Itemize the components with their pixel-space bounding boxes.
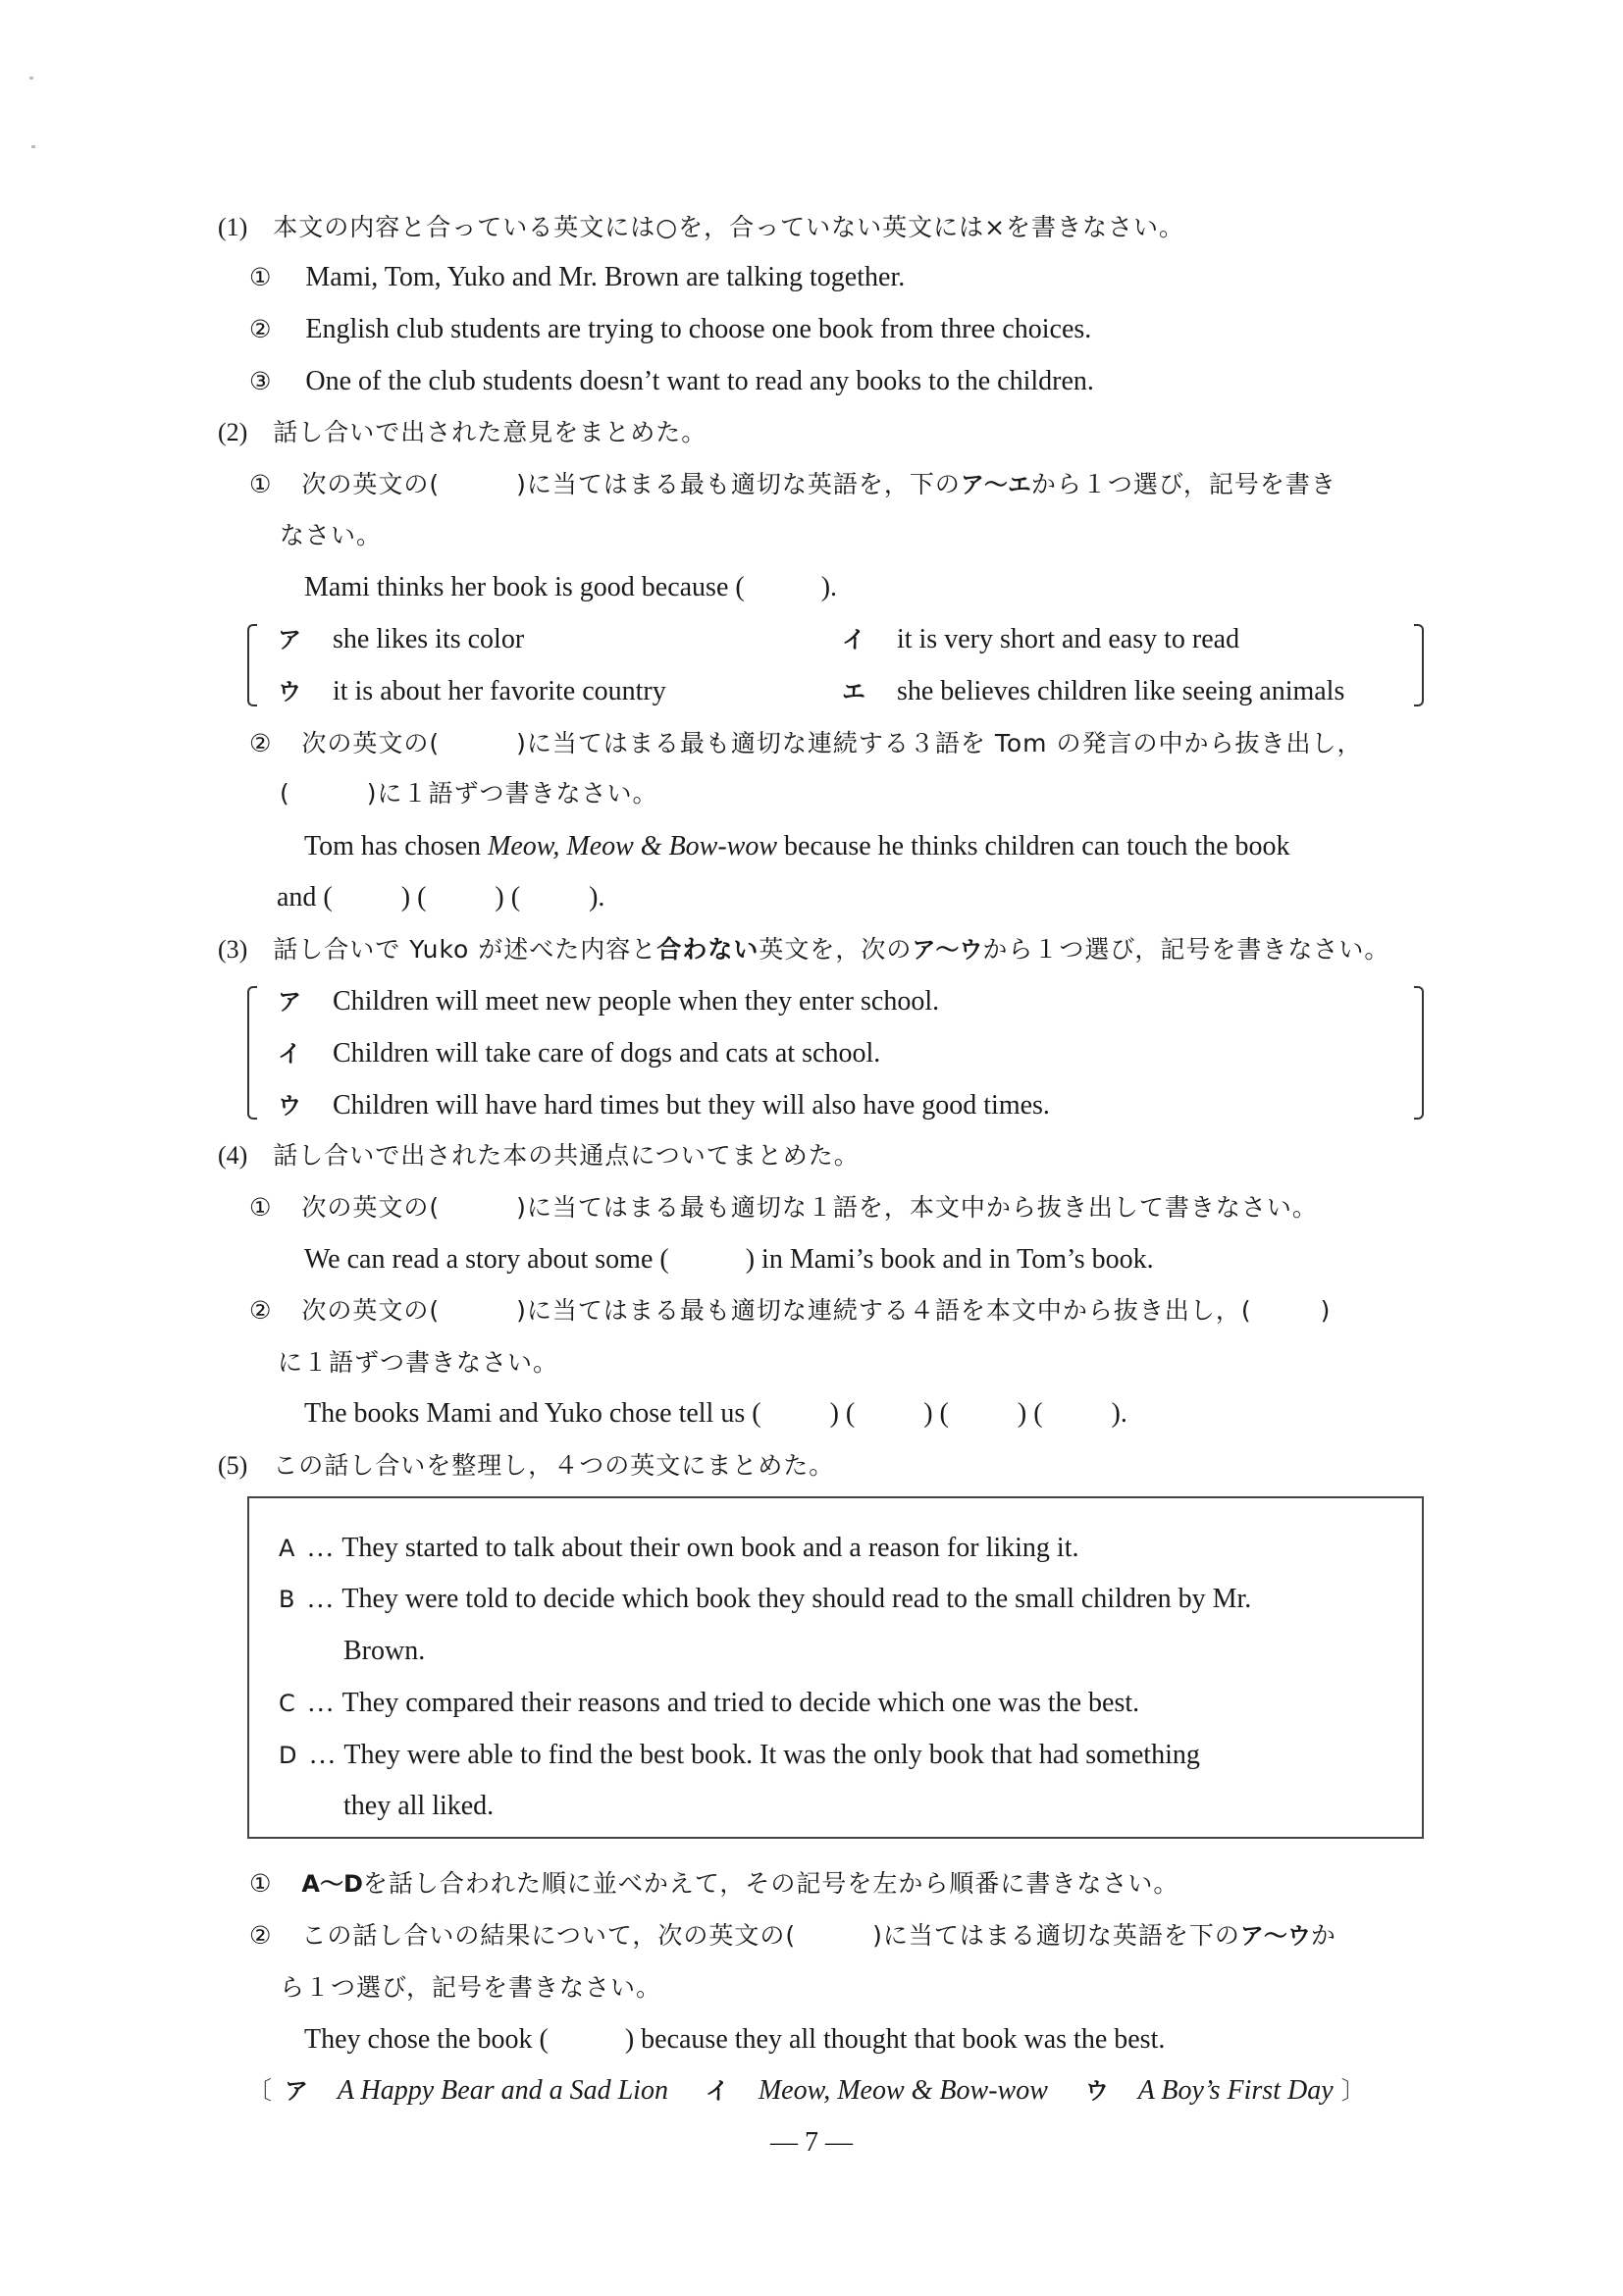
choice-text: it is very short and easy to read: [896, 624, 1240, 654]
instruction-text: 次の英文の(: [301, 1193, 441, 1222]
sentence-text: Mami thinks her book is good because (: [304, 572, 745, 602]
choice-a: [278, 976, 939, 1027]
question-text: 英文を，次の: [759, 935, 913, 964]
question-5-2-instruction-cont: [280, 1962, 661, 2013]
page-number-text: — 7 —: [770, 2127, 853, 2158]
question-4-2-instruction: [249, 1285, 1331, 1336]
summary-text: They started to talk about their own book and a reason for liking it.: [341, 1533, 1079, 1563]
instruction-text: 次の英文の(: [301, 470, 441, 498]
instruction-text: (: [280, 779, 290, 808]
statement-text: One of the club students doesn’t want to read any books to the children.: [305, 366, 1094, 396]
question-4-prompt: [218, 1130, 860, 1181]
right-bracket: [1414, 624, 1424, 706]
choice-mark: イ: [842, 626, 865, 653]
sentence-text: ) (: [400, 882, 427, 913]
summary-text: They were able to find the best book. It was the only book that had something: [343, 1740, 1200, 1770]
ellipsis: …: [306, 1533, 335, 1563]
summary-label: C: [279, 1690, 295, 1717]
left-bracket: [247, 986, 257, 1120]
item-mark: ②: [249, 1296, 273, 1325]
choice-mark: エ: [842, 678, 865, 705]
scan-artifact: [29, 77, 33, 79]
question-text: 話し合いで出された本の共通点についてまとめた。: [273, 1141, 860, 1170]
instruction-text: )に当てはまる最も適切な連続する４語を本文中から抜き出し，(: [516, 1296, 1252, 1325]
choice-range: A～D: [301, 1870, 363, 1898]
instruction-text: )に当てはまる最も適切な英語を，下の: [516, 470, 961, 498]
page-number: [0, 2117, 1623, 2168]
instruction-text: 次の英文の(: [301, 729, 441, 757]
summary-text: They were told to decide which book they should read to the small children by Mr.: [341, 1584, 1252, 1614]
choice-mark: イ: [705, 2077, 729, 2105]
summary-c: [279, 1678, 1139, 1729]
sentence-text: ).: [589, 882, 605, 913]
sentence-text: ) (: [495, 882, 521, 913]
choice-range: ア～ウ: [912, 936, 983, 964]
choice-text: A Boy’s First Day: [1137, 2075, 1334, 2106]
sentence-text: We can read a story about some (: [304, 1244, 669, 1275]
summary-text: They compared their reasons and tried to decide which one was the best.: [341, 1688, 1140, 1718]
question-2-1-instruction-cont: [280, 510, 382, 561]
ellipsis: …: [306, 1584, 335, 1614]
item-mark: ①: [249, 1193, 273, 1222]
question-5-prompt: [218, 1440, 834, 1491]
sentence-text: They chose the book (: [304, 2024, 549, 2055]
choice-i: [278, 1028, 880, 1079]
item-mark: ③: [249, 367, 273, 395]
choice-text: it is about her favorite country: [332, 676, 666, 706]
instruction-text: )に１語ずつ書きなさい。: [366, 779, 658, 808]
choice-range: ア～ウ: [1239, 1922, 1311, 1950]
instruction-text: なさい。: [280, 521, 383, 549]
choice-mark: ウ: [278, 1092, 301, 1120]
sentence-text: ) (: [1017, 1398, 1043, 1429]
question-number: (5): [218, 1451, 248, 1480]
summary-b-cont: [343, 1626, 425, 1677]
sentence-text: and (: [277, 882, 333, 913]
choice-i: [842, 614, 1239, 665]
sentence-text: ).: [1111, 1398, 1127, 1429]
close-bracket: 〕: [1340, 2076, 1367, 2105]
question-number: (2): [218, 418, 248, 446]
question-2-2-sentence: [304, 821, 1290, 872]
item-mark: ②: [249, 1921, 273, 1950]
question-2-2-instruction-cont: [280, 768, 658, 819]
choice-e: [842, 666, 1344, 717]
choice-text: Children will meet new people when they enter school.: [332, 986, 940, 1017]
question-4-2-sentence: [304, 1388, 1127, 1439]
sentence-text: ) in Mami’s book and in Tom’s book.: [745, 1244, 1154, 1275]
open-bracket: 〔: [247, 2076, 274, 2105]
sentence-text: The books Mami and Yuko chose tell us (: [304, 1398, 761, 1429]
sentence-text: ) (: [923, 1398, 949, 1429]
choice-text: A Happy Bear and a Sad Lion: [337, 2075, 668, 2106]
choice-mark: ウ: [1084, 2077, 1109, 2105]
statement-2: [249, 304, 1091, 355]
choice-mark: ア: [278, 626, 301, 653]
question-3-prompt: [218, 924, 1389, 975]
statement-text: Mami, Tom, Yuko and Mr. Brown are talking together.: [305, 262, 906, 292]
item-mark: ①: [249, 1869, 273, 1898]
choice-a: [278, 614, 524, 665]
summary-b: [279, 1574, 1251, 1625]
book-title: Meow, Meow & Bow-wow: [488, 831, 778, 861]
question-text: 話し合いで Yuko が述べた内容と: [273, 935, 657, 964]
summary-d: [279, 1730, 1200, 1781]
instruction-text: に１語ずつ書きなさい。: [278, 1348, 559, 1377]
ellipsis: …: [308, 1740, 337, 1770]
instruction-text: )に当てはまる最も適切な連続する３語を Tom の発言の中から抜き出し，: [516, 729, 1363, 757]
question-number: (1): [218, 213, 248, 241]
sentence-text: ).: [820, 572, 838, 602]
item-mark: ①: [249, 470, 273, 498]
question-2-2-sentence-cont: [277, 872, 604, 923]
question-text: この話し合いを整理し，４つの英文にまとめた。: [273, 1451, 835, 1480]
item-mark: ②: [249, 729, 273, 757]
question-text: 話し合いで出された意見をまとめた。: [273, 418, 707, 446]
choice-u: [278, 666, 666, 717]
question-text: から１つ選び，記号を書きなさい。: [982, 935, 1390, 964]
instruction-text: )に当てはまる最も適切な１語を，本文中から抜き出して書きなさい。: [516, 1193, 1318, 1222]
choice-text: Meow, Meow & Bow-wow: [758, 2075, 1048, 2106]
statement-text: English club students are trying to choose one book from three choices.: [305, 314, 1092, 344]
sentence-text: because he thinks children can touch the book: [777, 831, 1290, 861]
question-2-1-sentence: [304, 562, 837, 613]
question-5-1-instruction: [249, 1858, 1178, 1909]
instruction-text: ら１つ選び，記号を書きなさい。: [280, 1973, 662, 2002]
question-2-prompt: [218, 407, 707, 458]
question-5-2-sentence: [304, 2014, 1165, 2065]
question-number: (4): [218, 1141, 248, 1170]
instruction-text: この話し合いの結果について，次の英文の(: [301, 1921, 797, 1950]
left-bracket: [247, 624, 257, 706]
question-5-2-choices: [247, 2065, 1367, 2116]
instruction-text: を話し合われた順に並べかえて，その記号を左から順番に書きなさい。: [362, 1869, 1179, 1898]
instruction-text: ): [1320, 1296, 1332, 1325]
item-mark: ②: [249, 315, 273, 343]
instruction-text: )に当てはまる適切な英語を下の: [872, 1921, 1240, 1950]
choice-mark: ア: [284, 2077, 308, 2105]
emphasis-text: 合わない: [656, 935, 759, 964]
summary-text: they all liked.: [343, 1791, 495, 1821]
instruction-text: 次の英文の(: [301, 1296, 441, 1325]
question-4-1-sentence: [304, 1234, 1154, 1285]
summary-label: A: [279, 1535, 295, 1562]
summary-label: B: [279, 1586, 295, 1613]
question-number: (3): [218, 935, 248, 964]
choice-text: she likes its color: [332, 624, 525, 654]
question-text: 本文の内容と合っている英文には○を，合っていない英文には×を書きなさい。: [273, 213, 1185, 241]
question-5-2-instruction: [249, 1910, 1336, 1961]
ellipsis: …: [306, 1688, 335, 1718]
sentence-text: Tom has chosen: [304, 831, 489, 861]
instruction-text: から１つ選び，記号を書き: [1030, 470, 1336, 498]
summary-label: D: [279, 1742, 297, 1769]
scan-artifact: [31, 145, 35, 148]
choice-text: Children will take care of dogs and cats at school.: [332, 1038, 881, 1069]
question-4-2-instruction-cont: [278, 1337, 558, 1388]
choice-range: ア～エ: [960, 471, 1031, 498]
sentence-text: ) because they all thought that book was the best.: [624, 2024, 1166, 2055]
summary-a: [279, 1523, 1078, 1574]
instruction-text: か: [1310, 1921, 1336, 1950]
choice-u: [278, 1080, 1050, 1131]
choice-text: Children will have hard times but they will also have good times.: [332, 1090, 1050, 1121]
summary-d-cont: [343, 1781, 494, 1832]
statement-3: [249, 356, 1094, 407]
question-4-1-instruction: [249, 1182, 1318, 1233]
item-mark: ①: [249, 263, 273, 291]
statement-1: [249, 252, 905, 303]
question-2-2-instruction: [249, 718, 1362, 769]
choice-text: she believes children like seeing animals: [896, 676, 1345, 706]
choice-mark: ウ: [278, 678, 301, 705]
summary-text: Brown.: [343, 1636, 426, 1666]
right-bracket: [1414, 986, 1424, 1120]
question-1-prompt: [218, 202, 1184, 253]
sentence-text: ) (: [829, 1398, 856, 1429]
choice-mark: イ: [278, 1040, 301, 1068]
choice-mark: ア: [278, 988, 301, 1016]
question-2-1-instruction: [249, 459, 1336, 510]
